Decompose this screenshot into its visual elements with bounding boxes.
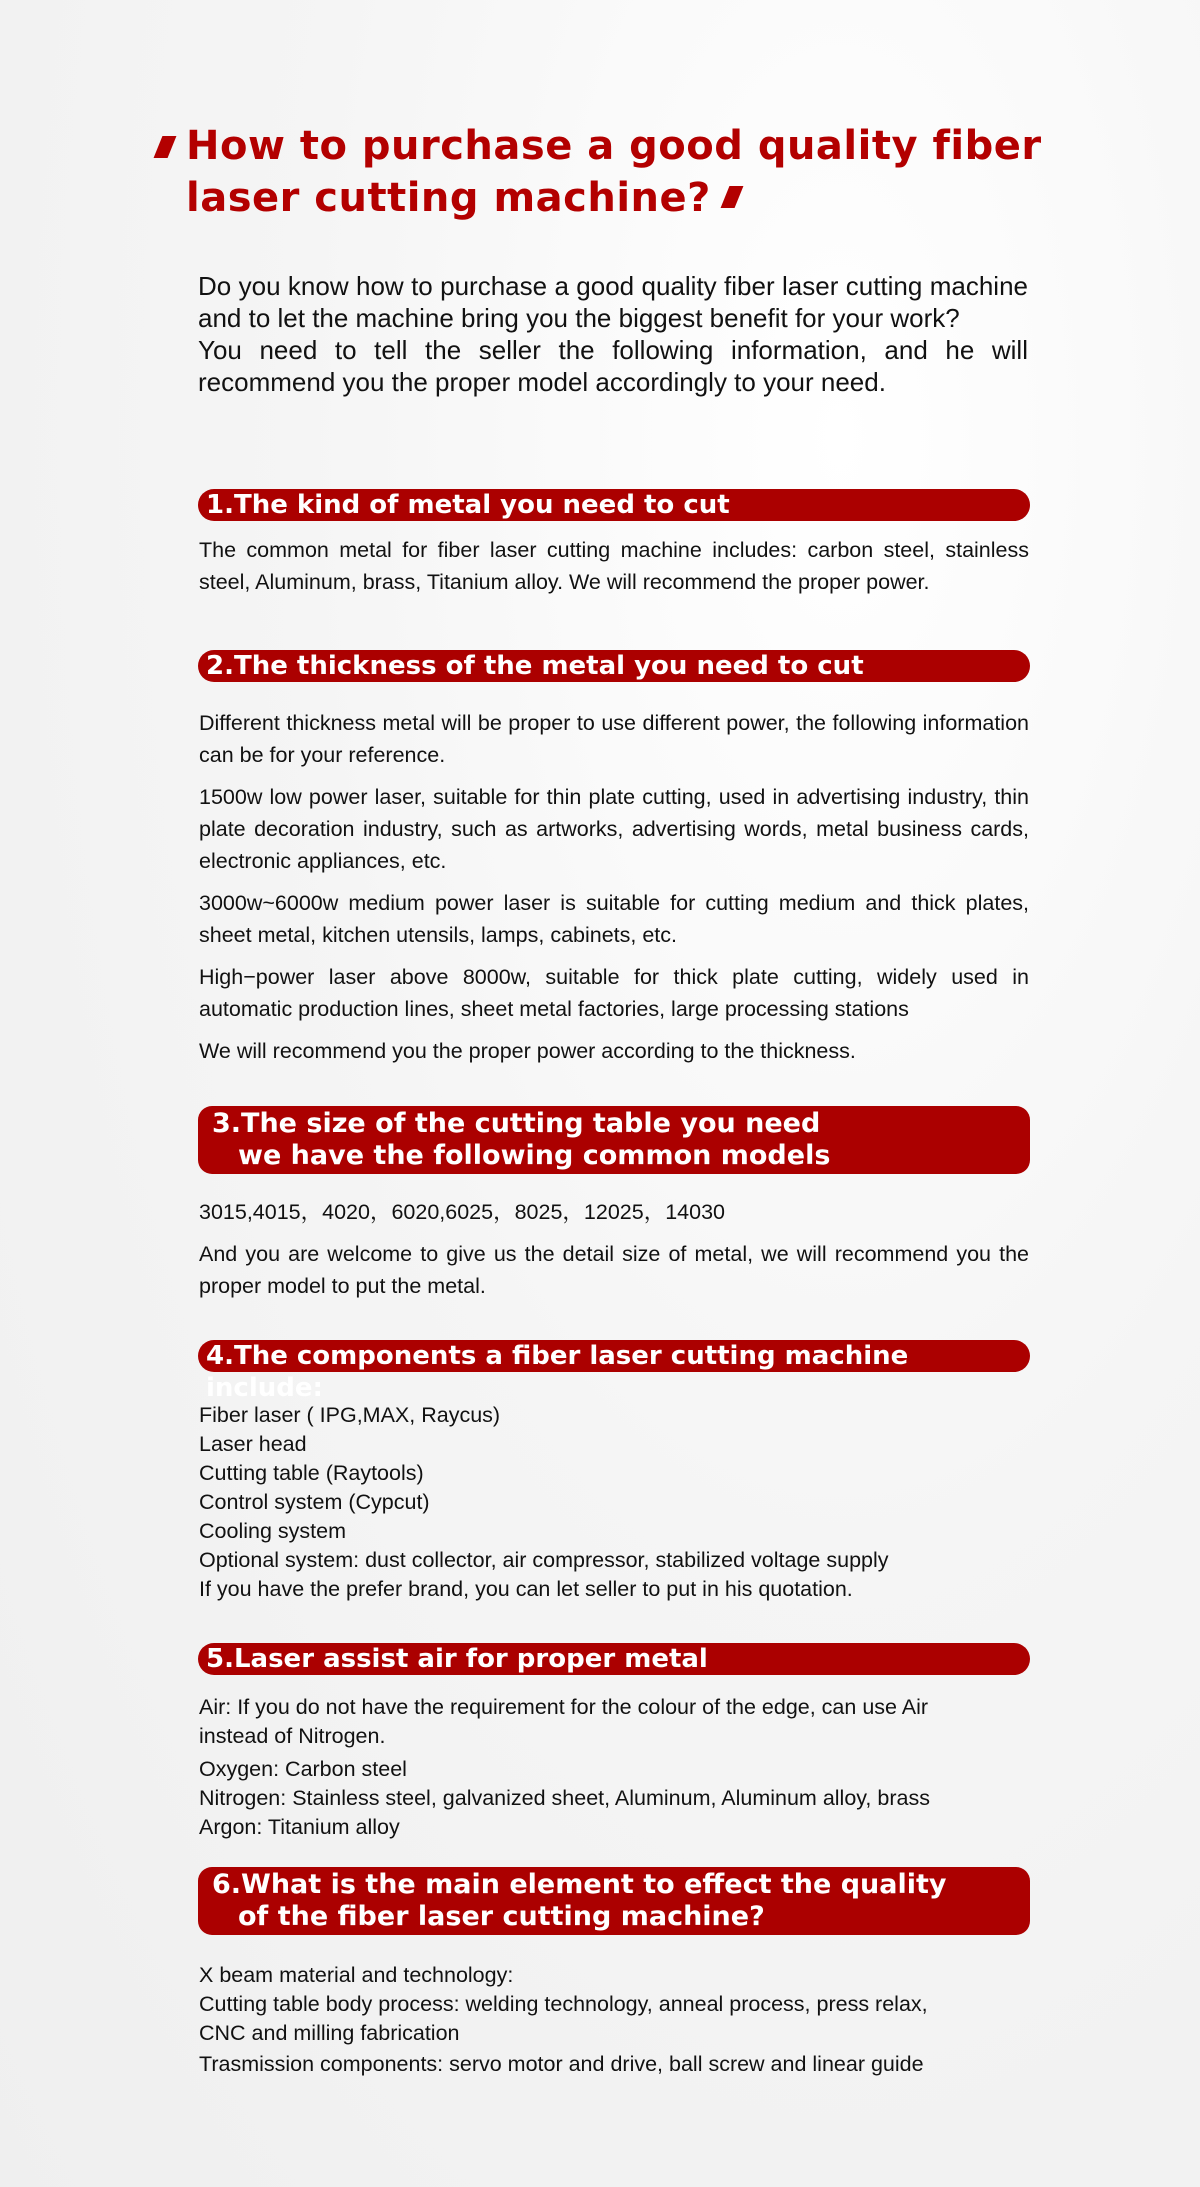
list-item: Air: If you do not have the requirement for the colour of the edge, can use Air xyxy=(199,1695,929,1719)
list-item: X beam material and technology: xyxy=(199,1963,514,1987)
list-item: Trasmission components: servo motor and drive, ball screw and linear guide xyxy=(199,2052,924,2076)
list-item: Laser head xyxy=(199,1432,307,1456)
intro-paragraph-2: You need to tell the seller the following information, and he will recommend you the proper model accordingly to your need. xyxy=(198,335,1028,397)
section-1-paragraph: The common metal for fiber laser cutting machine includes: carbon steel, stainless steel, Aluminum, brass, Titanium alloy. We will recommend the proper power. xyxy=(199,538,1029,594)
section-1-body xyxy=(199,534,1029,598)
section-4-heading xyxy=(198,1340,1030,1403)
slash-accent-icon xyxy=(720,186,743,208)
section-6-heading-line-1: 6.What is the main element to effect the quality xyxy=(212,1869,947,1900)
title-line-1: How to purchase a good quality fiber xyxy=(186,123,1042,169)
section-3-note: And you are welcome to give us the detail size of metal, we will recommend you the proper model to put the metal. xyxy=(199,1242,1029,1298)
section-5-heading-text: 5.Laser assist air for proper metal xyxy=(206,1644,708,1674)
section-2-paragraph: 3000w~6000w medium power laser is suitable for cutting medium and thick plates, sheet metal, kitchen utensils, lamps, cabinets, etc. xyxy=(199,891,1029,947)
section-6-list xyxy=(199,1961,1029,2079)
intro-paragraph-1: Do you know how to purchase a good quality fiber laser cutting machine and to let the machine bring you the biggest benefit for your work? xyxy=(198,271,1028,333)
list-item: Fiber laser ( IPG,MAX, Raycus) xyxy=(199,1403,501,1427)
intro-text xyxy=(198,270,1028,398)
section-6-heading-line-2: of the fiber laser cutting machine? xyxy=(238,1901,765,1932)
section-2-heading xyxy=(198,650,1030,682)
section-4-heading-text: 4.The components a fiber laser cutting machine include: xyxy=(206,1341,909,1403)
model-list: 3015,4015，4020，6020,6025，8025，12025，14030 xyxy=(199,1200,725,1224)
title-block xyxy=(150,120,1050,224)
list-item: CNC and milling fabrication xyxy=(199,2021,460,2045)
section-3-heading-line-2: we have the following common models xyxy=(238,1140,831,1171)
section-1-heading xyxy=(198,489,1030,521)
section-2-paragraph: High−power laser above 8000w, suitable for thick plate cutting, widely used in automatic production lines, sheet metal factories, large processing stations xyxy=(199,965,1029,1021)
list-item: If you have the prefer brand, you can let seller to put in his quotation. xyxy=(199,1577,853,1601)
list-item: Control system (Cypcut) xyxy=(199,1490,430,1514)
section-3-heading-line-1: 3.The size of the cutting table you need xyxy=(212,1108,821,1139)
section-5-heading xyxy=(198,1643,1030,1675)
section-2-paragraph: We will recommend you the proper power according to the thickness. xyxy=(199,1039,856,1063)
section-1-heading-text: 1.The kind of metal you need to cut xyxy=(206,490,730,520)
section-2-heading-text: 2.The thickness of the metal you need to cut xyxy=(206,651,864,681)
section-2-paragraph: Different thickness metal will be proper to use different power, the following information can be for your reference. xyxy=(199,711,1029,767)
section-4-list xyxy=(199,1401,1029,1604)
list-item: Optional system: dust collector, air compressor, stabilized voltage supply xyxy=(199,1548,889,1572)
list-item: Oxygen: Carbon steel xyxy=(199,1757,407,1781)
section-3-body xyxy=(199,1196,1029,1302)
list-item: Cutting table (Raytools) xyxy=(199,1461,424,1485)
list-item: Cutting table body process: welding technology, anneal process, press relax, xyxy=(199,1992,928,2016)
section-6-heading xyxy=(198,1867,1030,1935)
list-item: Argon: Titanium alloy xyxy=(199,1815,400,1839)
section-2-paragraph: 1500w low power laser, suitable for thin plate cutting, used in advertising industry, thin plate decoration industry, such as artworks, advertising words, metal business cards, electronic appliances, etc. xyxy=(199,785,1029,873)
page-title xyxy=(150,120,1050,224)
slash-accent-icon xyxy=(154,136,177,158)
list-item: Nitrogen: Stainless steel, galvanized sheet, Aluminum, Aluminum alloy, brass xyxy=(199,1786,930,1810)
title-line-2: laser cutting machine? xyxy=(186,175,711,221)
list-item: Cooling system xyxy=(199,1519,346,1543)
section-3-heading xyxy=(198,1106,1030,1174)
section-5-list xyxy=(199,1693,1029,1842)
list-item: instead of Nitrogen. xyxy=(199,1724,386,1748)
section-2-body xyxy=(199,707,1029,1067)
